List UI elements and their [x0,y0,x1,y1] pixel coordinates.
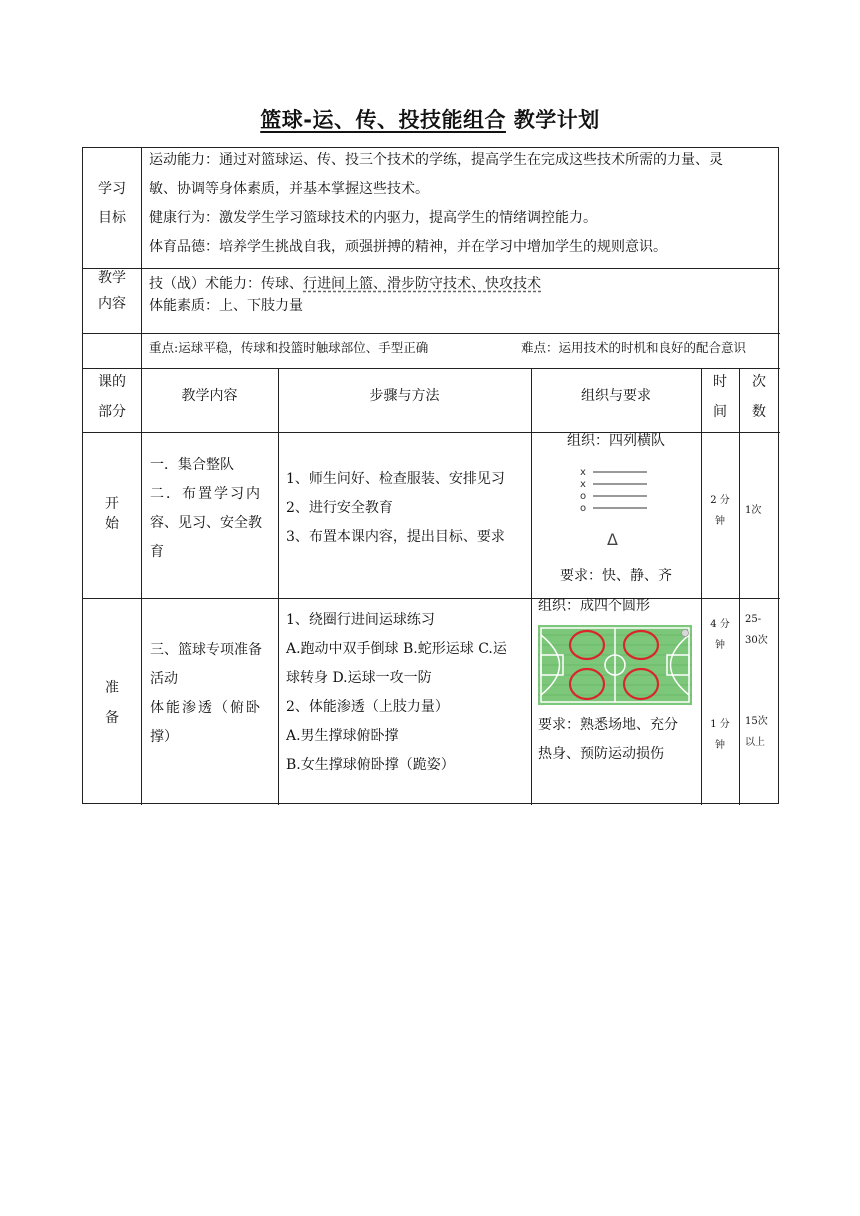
header-line: 次 [752,374,766,390]
prep-time-1 [701,614,739,656]
prep-count-1 [745,609,768,651]
step-line: 3、布置本课内容，提出目标、要求 [286,529,505,545]
content-label [83,265,141,317]
content-line-2: 体能素质：上、下肢力量 [149,298,303,314]
formation-mark: o [580,503,587,514]
teacher-mark: Δ [607,530,618,549]
header-line: 数 [752,404,766,420]
prep-content [150,636,262,752]
content-line: 二．布置学习内 [150,486,262,502]
step-line: 球转身 D.运球一攻一防 [286,670,432,686]
part-line: 备 [105,710,119,726]
content-line: 容、见习、安全教 [150,515,262,531]
content-line: 一．集合整队 [150,457,234,473]
label-line: 内容 [98,296,126,312]
time-line: 钟 [715,640,725,651]
header-steps: 步骤与方法 [369,388,440,404]
start-content [150,451,262,567]
col-divider [739,368,740,805]
header-time [701,367,739,427]
row-divider [83,368,780,369]
objective-line: 运动能力：通过对篮球运、传、投三个技术的学练，提高学生在完成这些技术所需的力量、灵 [149,152,723,168]
label-line: 目标 [98,210,126,226]
header-content: 教学内容 [181,388,238,404]
step-line: A.跑动中双手倒球 B.蛇形运球 C.运 [286,641,507,657]
row-divider [83,333,780,334]
time-line: 钟 [715,516,725,527]
step-line: 2、进行安全教育 [286,500,393,516]
formation-mark: x [580,479,586,490]
start-org-title: 组织：四列横队 [567,433,665,449]
col-divider [278,368,279,805]
prep-time-2 [701,714,739,756]
content-line-1 [149,273,541,295]
time-line: 1 分 [710,719,730,730]
formation-mark: o [580,491,587,502]
count-line: 30次 [745,635,768,646]
prep-steps [286,606,507,780]
header-line: 间 [713,404,727,420]
objectives-label [83,175,141,233]
title-suffix: 教学计划 [505,108,600,132]
time-line: 4 分 [710,619,730,630]
label-line: 教学 [98,270,126,286]
content-line: 活动 [150,671,178,687]
header-count [739,367,779,427]
start-time [701,490,739,532]
prep-part-label [83,673,141,733]
time-line: 2 分 [710,495,730,506]
label-line: 学习 [98,181,126,197]
content-line: 三、篮球专项准备 [150,642,262,658]
time-line: 钟 [715,740,725,751]
content-text [149,273,541,317]
header-org: 组织与要求 [581,388,651,404]
step-line: 2、体能渗透（上肢力量） [286,699,449,715]
objective-line: 敏、协调等身体素质，并基本掌握这些技术。 [149,181,429,197]
prep-count-2 [745,711,768,753]
start-org-requirement: 要求：快、静、齐 [560,568,672,584]
formation-mark: x [580,467,586,478]
key-point: 重点:运球平稳，传球和投篮时触球部位、手型正确 [149,340,429,355]
part-line: 始 [105,516,119,532]
step-line: 1、师生问好、检查服装、安排见习 [286,471,505,487]
content-dashed: 行进间上篮、滑步防守技术、快攻技术 [303,276,541,292]
prep-org-requirement [538,711,678,769]
content-line: 撑） [150,729,178,745]
col-divider [141,148,142,805]
formation-diagram [575,463,655,551]
header-line: 时 [713,374,727,390]
start-steps [286,465,505,552]
part-line: 准 [105,680,119,696]
step-line: A.男生撑球俯卧撑 [286,728,399,744]
row-divider [83,268,780,269]
count-line: 以上 [745,737,765,748]
count-line: 25- [745,614,762,625]
step-line: B.女生撑球俯卧撑（跪姿） [286,757,455,773]
content-prefix: 技（战）术能力：传球、 [149,276,303,292]
objective-line: 健康行为：激发学生学习篮球技术的内驱力，提高学生的情绪调控能力。 [149,210,597,226]
objectives-text [149,146,779,262]
ball-icon [682,630,689,637]
header-part [83,367,141,427]
header-line: 课的 [98,374,126,390]
requirement-line: 热身、预防运动损伤 [538,746,664,762]
page-title [0,104,860,134]
requirement-line: 要求：熟悉场地、充分 [538,717,678,733]
title-main: 篮球-运、传、投技能组合 [260,108,506,132]
objective-line: 体育品德：培养学生挑战自我，顽强拼搏的精神，并在学习中增加学生的规则意识。 [149,239,667,255]
prep-org-title: 组织：成四个圆形 [538,598,650,614]
step-line: 1、绕圈行进间运球练习 [286,612,435,628]
start-count: 1次 [745,505,762,516]
header-line: 部分 [98,404,126,420]
count-line: 15次 [745,716,768,727]
part-line: 开 [105,496,119,512]
basketball-court-diagram [538,625,692,705]
start-part-label [83,494,141,534]
content-line: 育 [150,544,164,560]
row-divider [83,598,780,599]
difficult-point: 难点：运用技术的时机和良好的配合意识 [521,340,747,355]
content-line: 体能渗透（俯卧 [150,700,262,716]
